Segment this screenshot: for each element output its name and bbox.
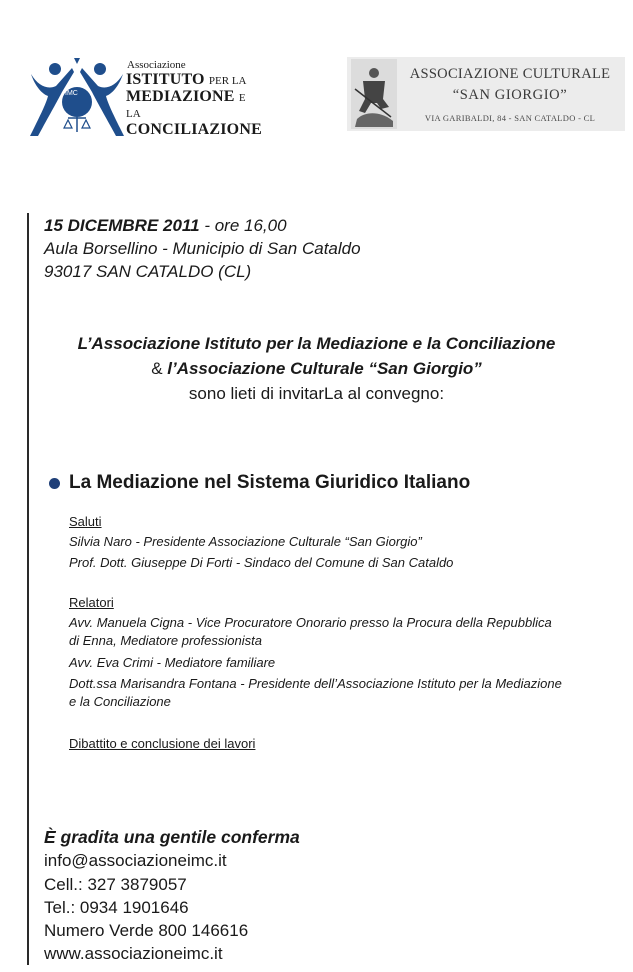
imc-logo	[28, 56, 262, 140]
saluti-item: Silvia Naro - Presidente Associazione Culturale “San Giorgio”	[69, 534, 422, 549]
contact-green-number: Numero Verde 800 146616	[44, 921, 249, 940]
bullet-icon	[49, 478, 60, 489]
imc-word-associazione: Associazione	[127, 59, 186, 71]
saluti-heading: Saluti	[69, 514, 102, 529]
relatori-item: Avv. Manuela Cigna - Vice Procuratore Onorario presso la Procura della Repubblica	[69, 615, 552, 630]
san-giorgio-logo	[347, 57, 625, 131]
relatori-item: Dott.ssa Marisandra Fontana - Presidente dell’Associazione Istituto per la Mediazione	[69, 676, 562, 691]
event-date: 15 DICEMBRE 2011	[44, 216, 200, 235]
event-time: - ore 16,00	[199, 216, 287, 235]
san-giorgio-subtitle: “SAN GIORGIO”	[452, 87, 568, 103]
san-giorgio-emblem-icon	[351, 59, 397, 129]
san-giorgio-address: VIA GARIBALDI, 84 - SAN CATALDO - CL	[424, 113, 596, 123]
imc-word-line1: ISTITUTO PER LA	[126, 71, 247, 88]
event-venue: Aula Borsellino - Municipio di San Cataldo	[44, 239, 361, 258]
saluti-item: Prof. Dott. Giuseppe Di Forti - Sindaco del Comune di San Cataldo	[69, 555, 454, 570]
program-title: La Mediazione nel Sistema Giuridico Italiano	[69, 472, 471, 493]
event-date-line	[44, 216, 287, 236]
invitation-org2: l’Associazione Culturale “San Giorgio”	[167, 359, 482, 378]
relatori-item: Avv. Eva Crimi - Mediatore familiare	[69, 655, 276, 670]
left-vertical-rule	[27, 213, 29, 965]
confirm-request: È gradita una gentile conferma	[44, 827, 300, 847]
invitation-text: sono lieti di invitarLa al convegno:	[188, 384, 445, 403]
imc-wordmark	[126, 60, 262, 138]
closing-heading: Dibattito e conclusione dei lavori	[69, 736, 256, 751]
event-city: 93017 SAN CATALDO (CL)	[44, 262, 252, 281]
invitation-org2-line: & l’Associazione Culturale “San Giorgio”	[151, 359, 482, 378]
imc-badge: IMC	[65, 90, 78, 97]
relatori-item: e la Conciliazione	[69, 694, 171, 709]
contact-email[interactable]: info@associazioneimc.it	[44, 851, 227, 870]
relatori-item: di Enna, Mediatore professionista	[69, 633, 262, 648]
contact-tel: Tel.: 0934 1901646	[44, 898, 189, 917]
invitation-org1: L’Associazione Istituto per la Mediazione e la Conciliazione	[77, 334, 556, 353]
imc-figures-icon	[28, 56, 126, 140]
san-giorgio-title: ASSOCIAZIONE CULTURALE	[409, 66, 611, 82]
imc-word-line3: CONCILIAZIONE	[126, 121, 262, 138]
relatori-heading: Relatori	[69, 595, 114, 610]
imc-word-line2: MEDIAZIONE E LA	[126, 88, 246, 120]
contact-website[interactable]: www.associazioneimc.it	[44, 944, 223, 963]
contact-cell: Cell.: 327 3879057	[44, 875, 187, 894]
